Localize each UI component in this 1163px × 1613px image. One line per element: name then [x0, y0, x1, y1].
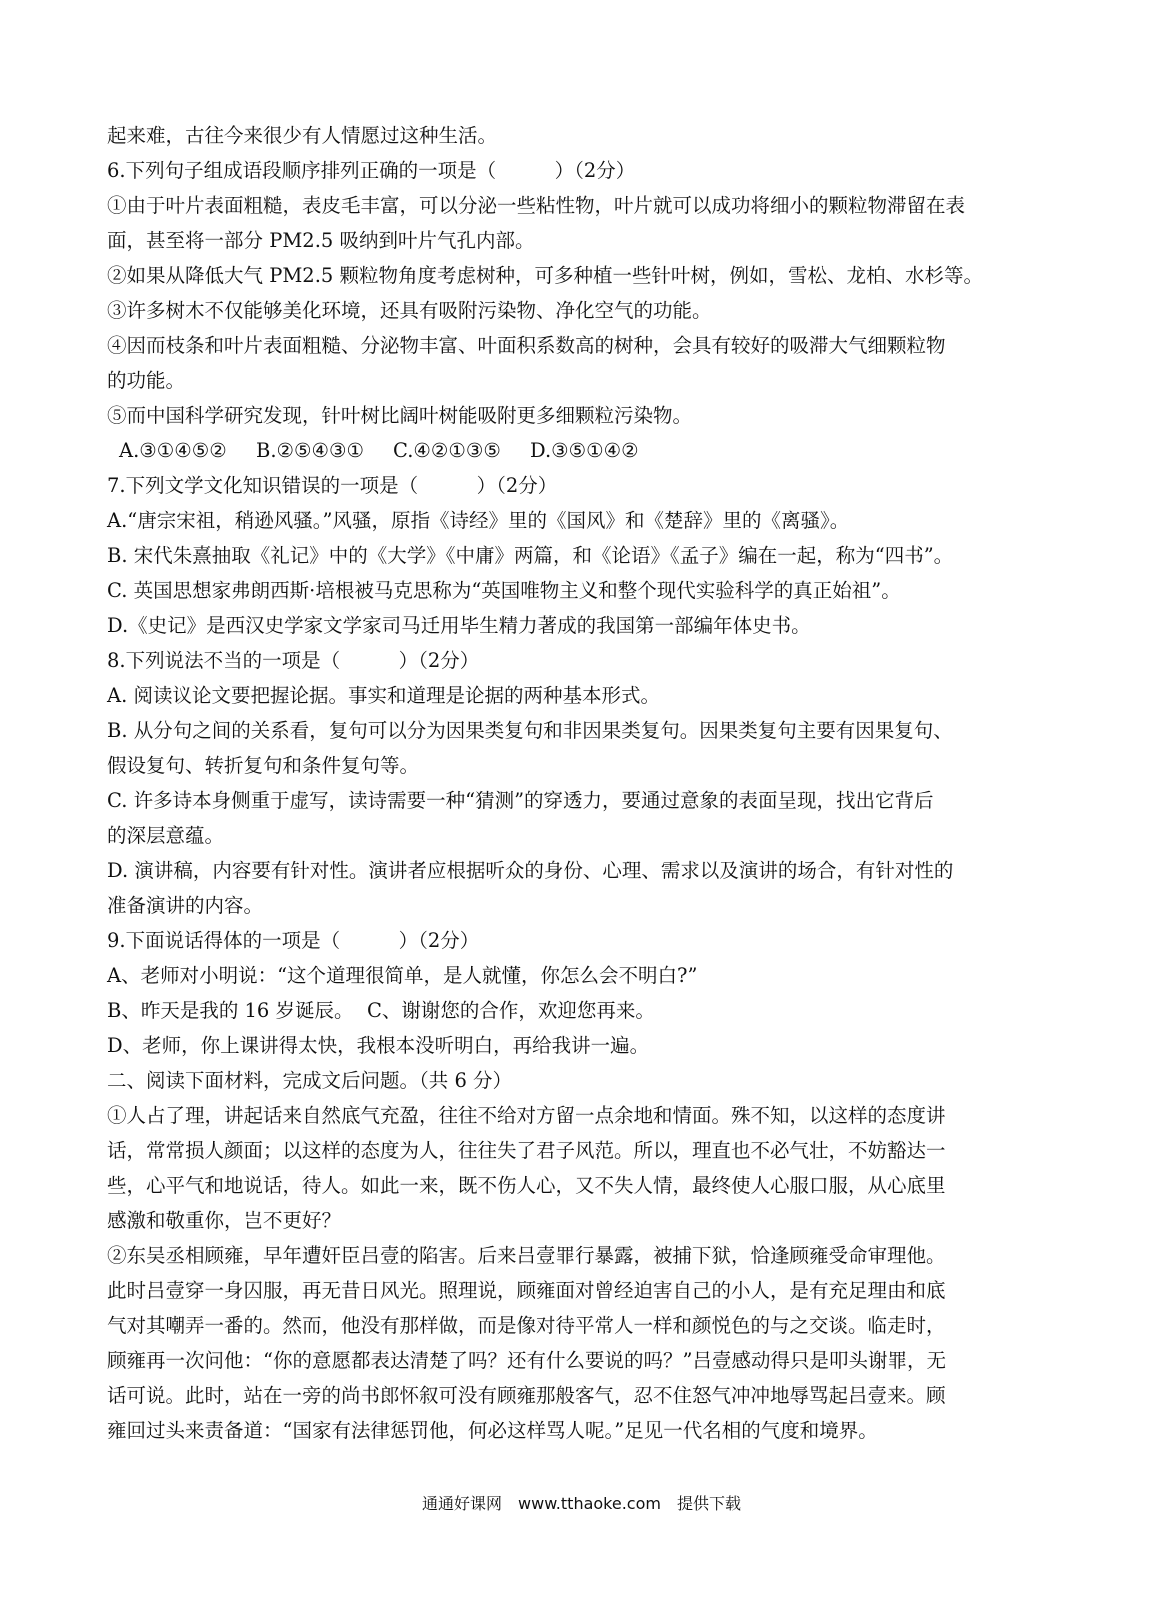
- text-line: 起来难，古往今来很少有人情愿过这种生活。: [107, 124, 498, 147]
- text-line: ③许多树木不仅能够美化环境，还具有吸附污染物、净化空气的功能。: [107, 299, 712, 322]
- option-d: D.③⑤①④②: [530, 439, 639, 462]
- text-line: D.《史记》是西汉史学家文学家司马迁用毕生精力著成的我国第一部编年体史书。: [107, 614, 811, 637]
- option-a: A.③①④⑤②: [119, 439, 227, 462]
- text-line: A.“唐宗宋祖，稍逊风骚。”风骚，原指《诗经》里的《国风》和《楚辞》里的《离骚》。: [107, 509, 850, 532]
- text-line: 假设复句、转折复句和条件复句等。: [107, 754, 420, 777]
- text-line: ②如果从降低大气 PM2.5 颗粒物角度考虑树种，可多种植一些针叶树，例如，雪松、龙柏、水杉等。: [107, 264, 983, 287]
- option-c: C.④②①③⑤: [393, 439, 501, 462]
- question-8-stem: 8.下列说法不当的一项是（ ）（2分）: [107, 649, 480, 672]
- question-7-stem: 7.下列文学文化知识错误的一项是（ ）（2分）: [107, 474, 558, 497]
- text-line: 感激和敬重你，岂不更好？: [107, 1209, 342, 1232]
- section-heading: 二、阅读下面材料，完成文后问题。（共 6 分）: [107, 1069, 513, 1092]
- text-line: ④因而枝条和叶片表面粗糙、分泌物丰富、叶面积系数高的树种，会具有较好的吸滞大气细颗粒物: [107, 334, 946, 357]
- text-line: 此时吕壹穿一身囚服，再无昔日风光。照理说，顾雍面对曾经迫害自己的小人，是有充足理由和底: [107, 1279, 946, 1302]
- text-line: C. 英国思想家弗朗西斯·培根被马克思称为“英国唯物主义和整个现代实验科学的真正始祖”。: [107, 579, 901, 602]
- text-line: 话，常常损人颜面；以这样的态度为人，往往失了君子风范。所以，理直也不必气壮，不妨豁达一: [107, 1139, 946, 1162]
- option-b: B.②⑤④③①: [256, 439, 364, 462]
- page-footer: 通通好课网 www.tthaoke.com 提供下载: [422, 1494, 741, 1513]
- text-line: 的深层意蕴。: [107, 824, 225, 847]
- text-line: A、老师对小明说：“这个道理很简单，是人就懂，你怎么会不明白?”: [107, 964, 698, 987]
- text-line: D、老师，你上课讲得太快，我根本没听明白，再给我讲一遍。: [107, 1034, 650, 1057]
- text-line: 雍回过头来责备道：“国家有法律惩罚他，何必这样骂人呢。”足见一代名相的气度和境界。: [107, 1419, 878, 1442]
- text-line: ①人占了理，讲起话来自然底气充盈，往往不给对方留一点余地和情面。殊不知，以这样的态度讲: [107, 1104, 946, 1127]
- document-body: [107, 118, 1067, 1448]
- question-6-options: [107, 433, 1067, 468]
- text-line: 准备演讲的内容。: [107, 894, 264, 917]
- text-line: B. 宋代朱熹抽取《礼记》中的《大学》《中庸》两篇，和《论语》《孟子》编在一起，称为“四书”。: [107, 544, 954, 567]
- text-line: ⑤而中国科学研究发现，针叶树比阔叶树能吸附更多细颗粒污染物。: [107, 404, 693, 427]
- question-6-stem: 6.下列句子组成语段顺序排列正确的一项是（ ）（2分）: [107, 159, 636, 182]
- text-line: B. 从分句之间的关系看，复句可以分为因果类复句和非因果类复句。因果类复句主要有因果复句、: [107, 719, 953, 742]
- text-line: A. 阅读议论文要把握论据。事实和道理是论据的两种基本形式。: [107, 684, 660, 707]
- text-line: ①由于叶片表面粗糙，表皮毛丰富，可以分泌一些粘性物，叶片就可以成功将细小的颗粒物滞留在表: [107, 194, 966, 217]
- text-line: 顾雍再一次问他：“你的意愿都表达清楚了吗？还有什么要说的吗？”吕壹感动得只是叩头谢罪，无: [107, 1349, 946, 1372]
- option-c: C、谢谢您的合作，欢迎您再来。: [367, 999, 655, 1022]
- text-line: C. 许多诗本身侧重于虚写，读诗需要一种“猜测”的穿透力，要通过意象的表面呈现，找出它背后: [107, 789, 934, 812]
- text-line: ②东吴丞相顾雍，早年遭奸臣吕壹的陷害。后来吕壹罪行暴露，被捕下狱，恰逢顾雍受命审理他。: [107, 1244, 946, 1267]
- text-line: D. 演讲稿，内容要有针对性。演讲者应根据听众的身份、心理、需求以及演讲的场合，有针对性的: [107, 859, 954, 882]
- text-line: 面，甚至将一部分 PM2.5 吸纳到叶片气孔内部。: [107, 229, 535, 252]
- text-line: 话可说。此时，站在一旁的尚书郎怀叙可没有顾雍那般客气，忍不住怒气冲冲地辱骂起吕壹来。顾: [107, 1384, 946, 1407]
- option-b: B、昨天是我的 16 岁诞辰。: [107, 999, 354, 1022]
- text-line: 气对其嘲弄一番的。然而，他没有那样做，而是像对待平常人一样和颜悦色的与之交谈。临走时，: [107, 1314, 946, 1337]
- text-line: 的功能。: [107, 369, 186, 392]
- question-9-stem: 9.下面说话得体的一项是（ ）（2分）: [107, 929, 480, 952]
- question-9-options-bc: [107, 993, 1067, 1028]
- text-line: 些，心平气和地说话，待人。如此一来，既不伤人心，又不失人情，最终使人心服口服，从心底里: [107, 1174, 946, 1197]
